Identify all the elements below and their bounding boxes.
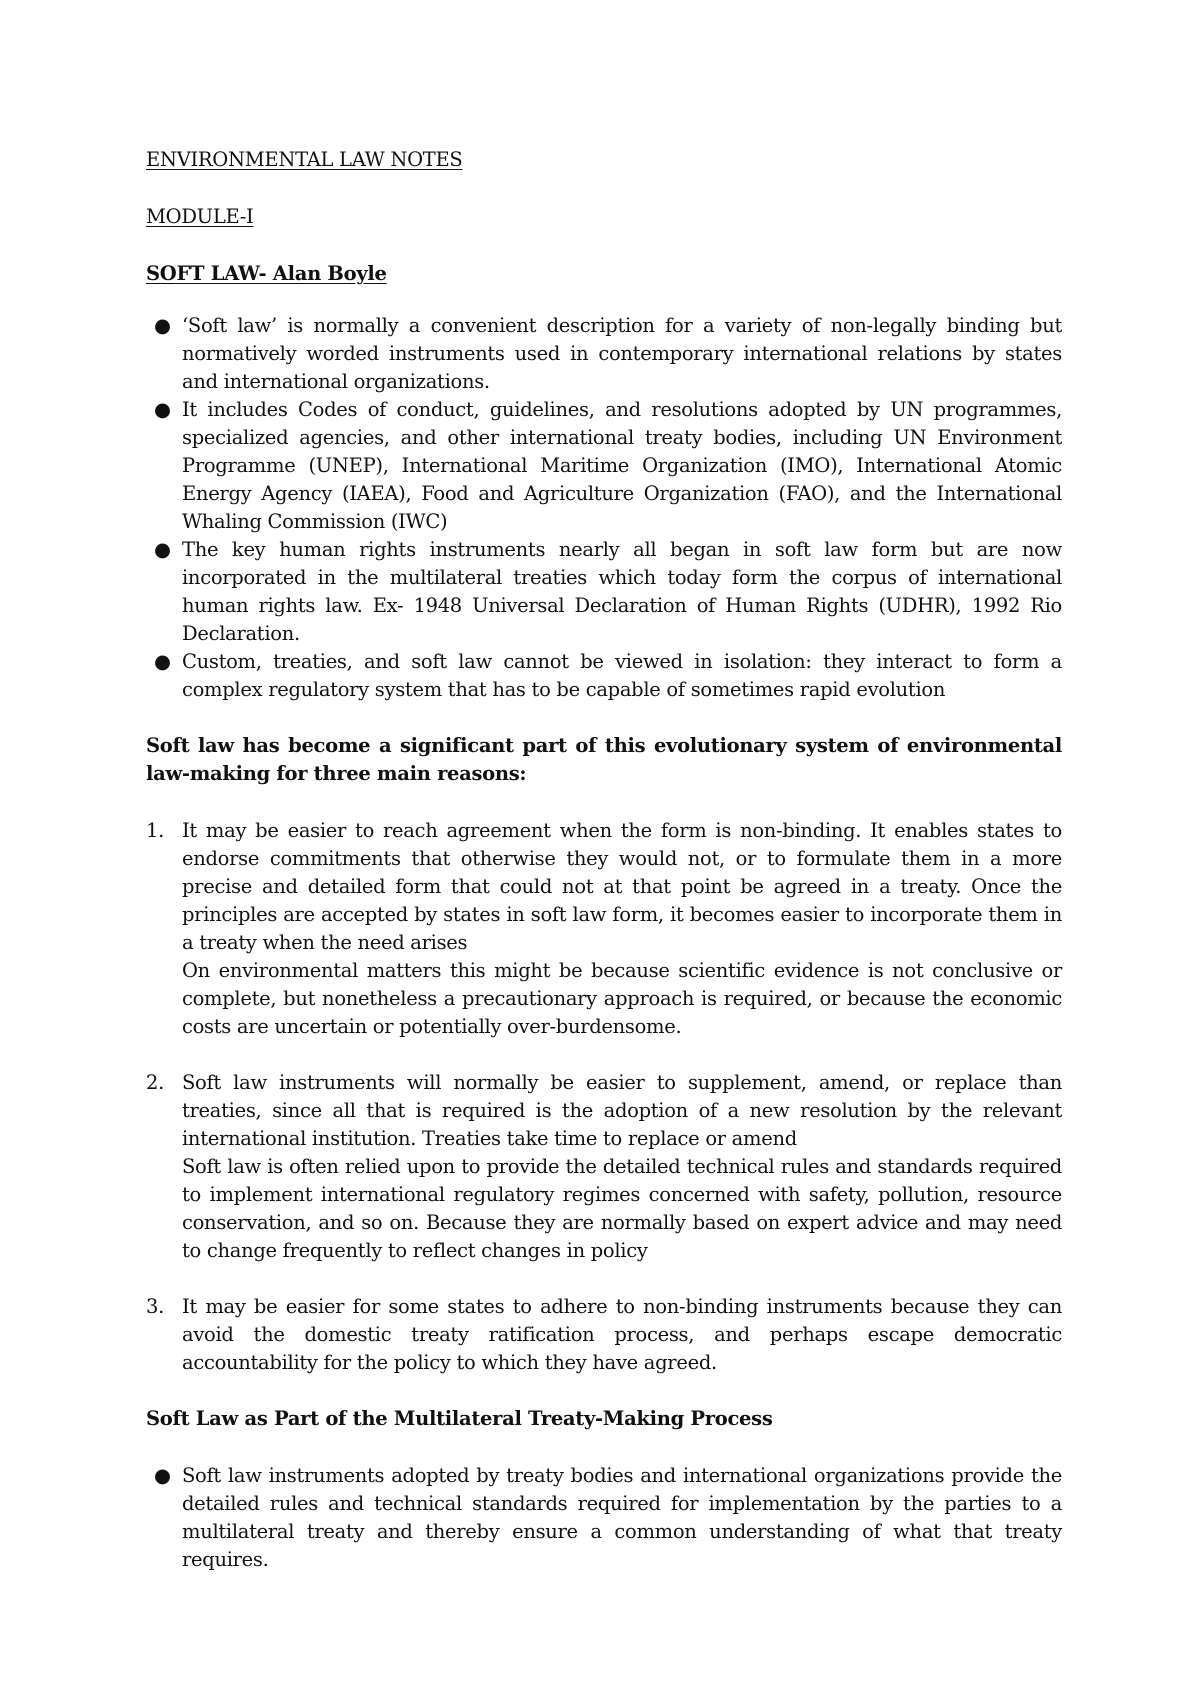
treaty-bullet-list: [146, 1462, 1062, 1574]
list-item: [146, 817, 1062, 1041]
list-item: [146, 1069, 1062, 1265]
reasons-heading: Soft law has become a significant part of this evolutionary system of environmental law-making for three main reasons:: [146, 734, 1062, 785]
list-number: 3.: [146, 1295, 165, 1318]
reasons-list: [146, 817, 1062, 1377]
section-heading: SOFT LAW- Alan Boyle: [146, 262, 387, 285]
document-title: ENVIRONMENTAL LAW NOTES: [146, 148, 463, 171]
treaty-process-heading: Soft Law as Part of the Multilateral Treaty-Making Process: [146, 1407, 773, 1430]
list-item: [146, 536, 1062, 648]
list-item: [146, 1462, 1062, 1574]
list-number: 1.: [146, 819, 165, 842]
list-item-text: Soft law instruments adopted by treaty bodies and international organizations provide the detailed rules and technical standards required for implementation by the parties to a multilateral treaty and thereby ensure a common understanding of what that treaty requires.: [182, 1464, 1062, 1571]
reason-paragraph: On environmental matters this might be because scientific evidence is not conclusive or complete, but nonetheless a precautionary approach is required, or because the economic costs are uncertain or potentially over-burdensome.: [182, 959, 1062, 1038]
bullet-icon: ●: [154, 1464, 171, 1487]
reason-paragraph: It may be easier to reach agreement when the form is non-binding. It enables states to endorse commitments that otherwise they would not, or to formulate them in a more precise and detailed form that could not at that point be agreed in a treaty. Once the principles are accepted by states in soft law form, it becomes easier to incorporate them in a treaty when the need arises: [182, 819, 1062, 954]
list-item: [146, 312, 1062, 396]
list-item-text: The key human rights instruments nearly all began in soft law form but are now incorporated in the multilateral treaties which today form the corpus of international human rights law. Ex- 1948 Universal Declaration of Human Rights (UDHR), 1992 Rio Declaration.: [182, 538, 1062, 645]
module-heading: MODULE-I: [146, 205, 254, 228]
document-page: [146, 146, 1062, 1574]
soft-law-bullet-list: [146, 312, 1062, 704]
list-item-text: Custom, treaties, and soft law cannot be viewed in isolation: they interact to form a complex regulatory system that has to be capable of sometimes rapid evolution: [182, 650, 1062, 701]
bullet-icon: ●: [154, 314, 171, 337]
reason-paragraph: Soft law instruments will normally be easier to supplement, amend, or replace than treaties, since all that is required is the adoption of a new resolution by the relevant international institution. Treaties take time to replace or amend: [182, 1071, 1062, 1150]
bullet-icon: ●: [154, 398, 171, 421]
list-item: [146, 396, 1062, 536]
reason-paragraph: Soft law is often relied upon to provide the detailed technical rules and standards required to implement international regulatory regimes concerned with safety, pollution, resource conservation, and so on. Because they are normally based on expert advice and may need to change frequently to reflect changes in policy: [182, 1155, 1062, 1262]
bullet-icon: ●: [154, 538, 171, 561]
reason-paragraph: It may be easier for some states to adhere to non-binding instruments because they can avoid the domestic treaty ratification process, and perhaps escape democratic accountability for the policy to which they have agreed.: [182, 1295, 1062, 1374]
list-item: [146, 648, 1062, 704]
list-item-text: It includes Codes of conduct, guidelines, and resolutions adopted by UN programmes, specialized agencies, and other international treaty bodies, including UN Environment Programme (UNEP), International Maritime Organization (IMO), International Atomic Energy Agency (IAEA), Food and Agriculture Organization (FAO), and the International Whaling Commission (IWC): [182, 398, 1062, 533]
list-item: [146, 1293, 1062, 1377]
list-item-text: ‘Soft law’ is normally a convenient description for a variety of non-legally binding but normatively worded instruments used in contemporary international relations by states and international organizations.: [182, 314, 1062, 393]
list-number: 2.: [146, 1071, 165, 1094]
bullet-icon: ●: [154, 650, 171, 673]
